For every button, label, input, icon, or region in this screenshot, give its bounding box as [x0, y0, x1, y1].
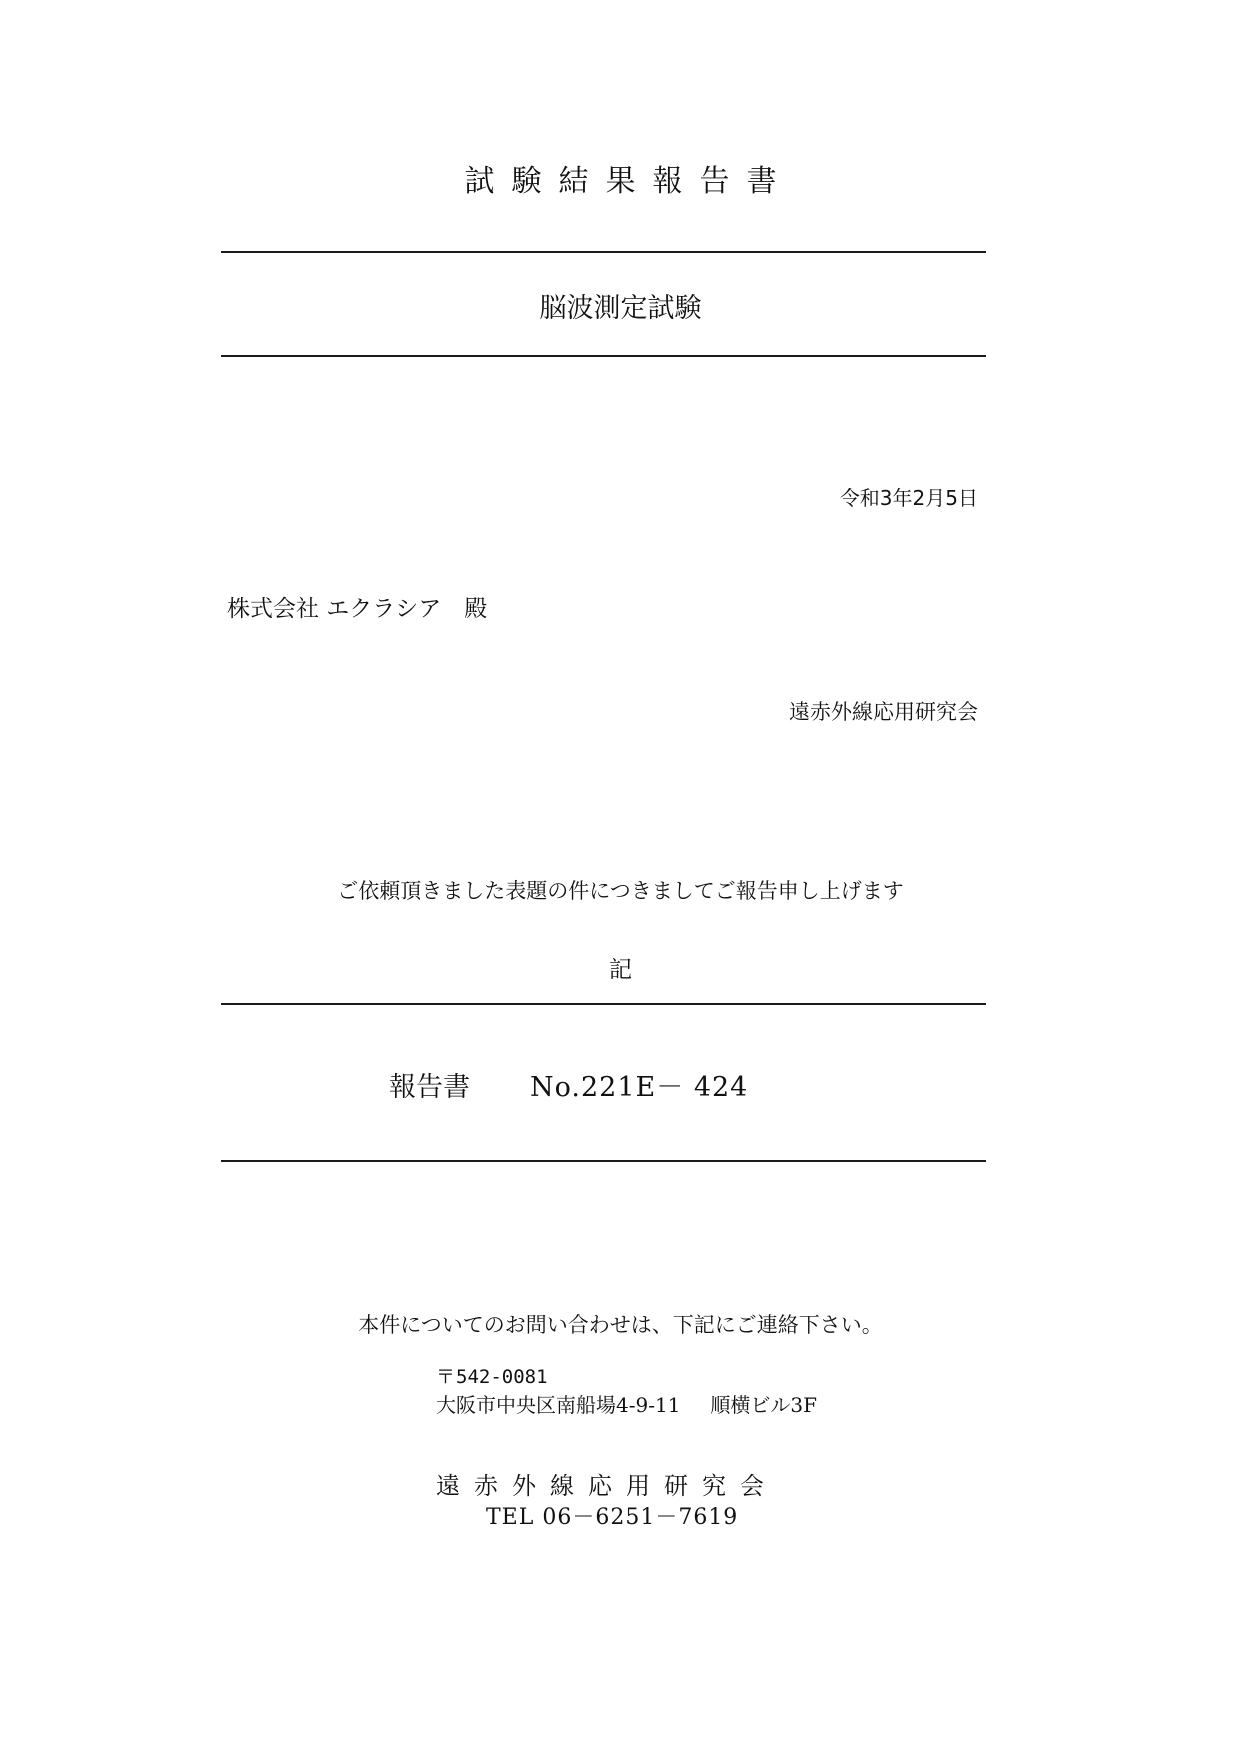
intro-text: ご依頼頂きました表題の件につきましてご報告申し上げます — [337, 879, 904, 903]
contact-tel: TEL 06－6251－7619 — [486, 1505, 739, 1530]
building-name: 順横ビル3F — [710, 1393, 818, 1417]
test-subject: 脳波測定試験 — [539, 293, 702, 324]
report-date: 令和3年2月5日 — [839, 486, 978, 510]
sender-organization: 遠赤外線応用研究会 — [789, 700, 978, 724]
contact-intro: 本件についてのお問い合わせは、下記にご連絡下さい。 — [358, 1313, 883, 1337]
divider-top — [221, 251, 986, 253]
contact-organization: 遠赤外線応用研究会 — [436, 1472, 778, 1500]
report-number: No.221E－ 424 — [530, 1072, 749, 1103]
ki-label: 記 — [609, 957, 632, 983]
report-label: 報告書 — [389, 1072, 470, 1103]
divider-subject-bottom — [221, 355, 986, 357]
postal-code-line — [436, 1362, 548, 1389]
divider-report-bottom — [221, 1160, 986, 1162]
street-address: 大阪市中央区南船場4-9-11 — [436, 1393, 681, 1417]
document-title: 試験結果報告書 — [464, 164, 794, 199]
address-line — [436, 1389, 817, 1418]
divider-report-top — [221, 1003, 986, 1005]
recipient-name: 株式会社 エクラシア 殿 — [227, 596, 488, 622]
postal-mark-icon: 〒 — [436, 1366, 456, 1388]
postal-code: 542-0081 — [456, 1366, 548, 1388]
